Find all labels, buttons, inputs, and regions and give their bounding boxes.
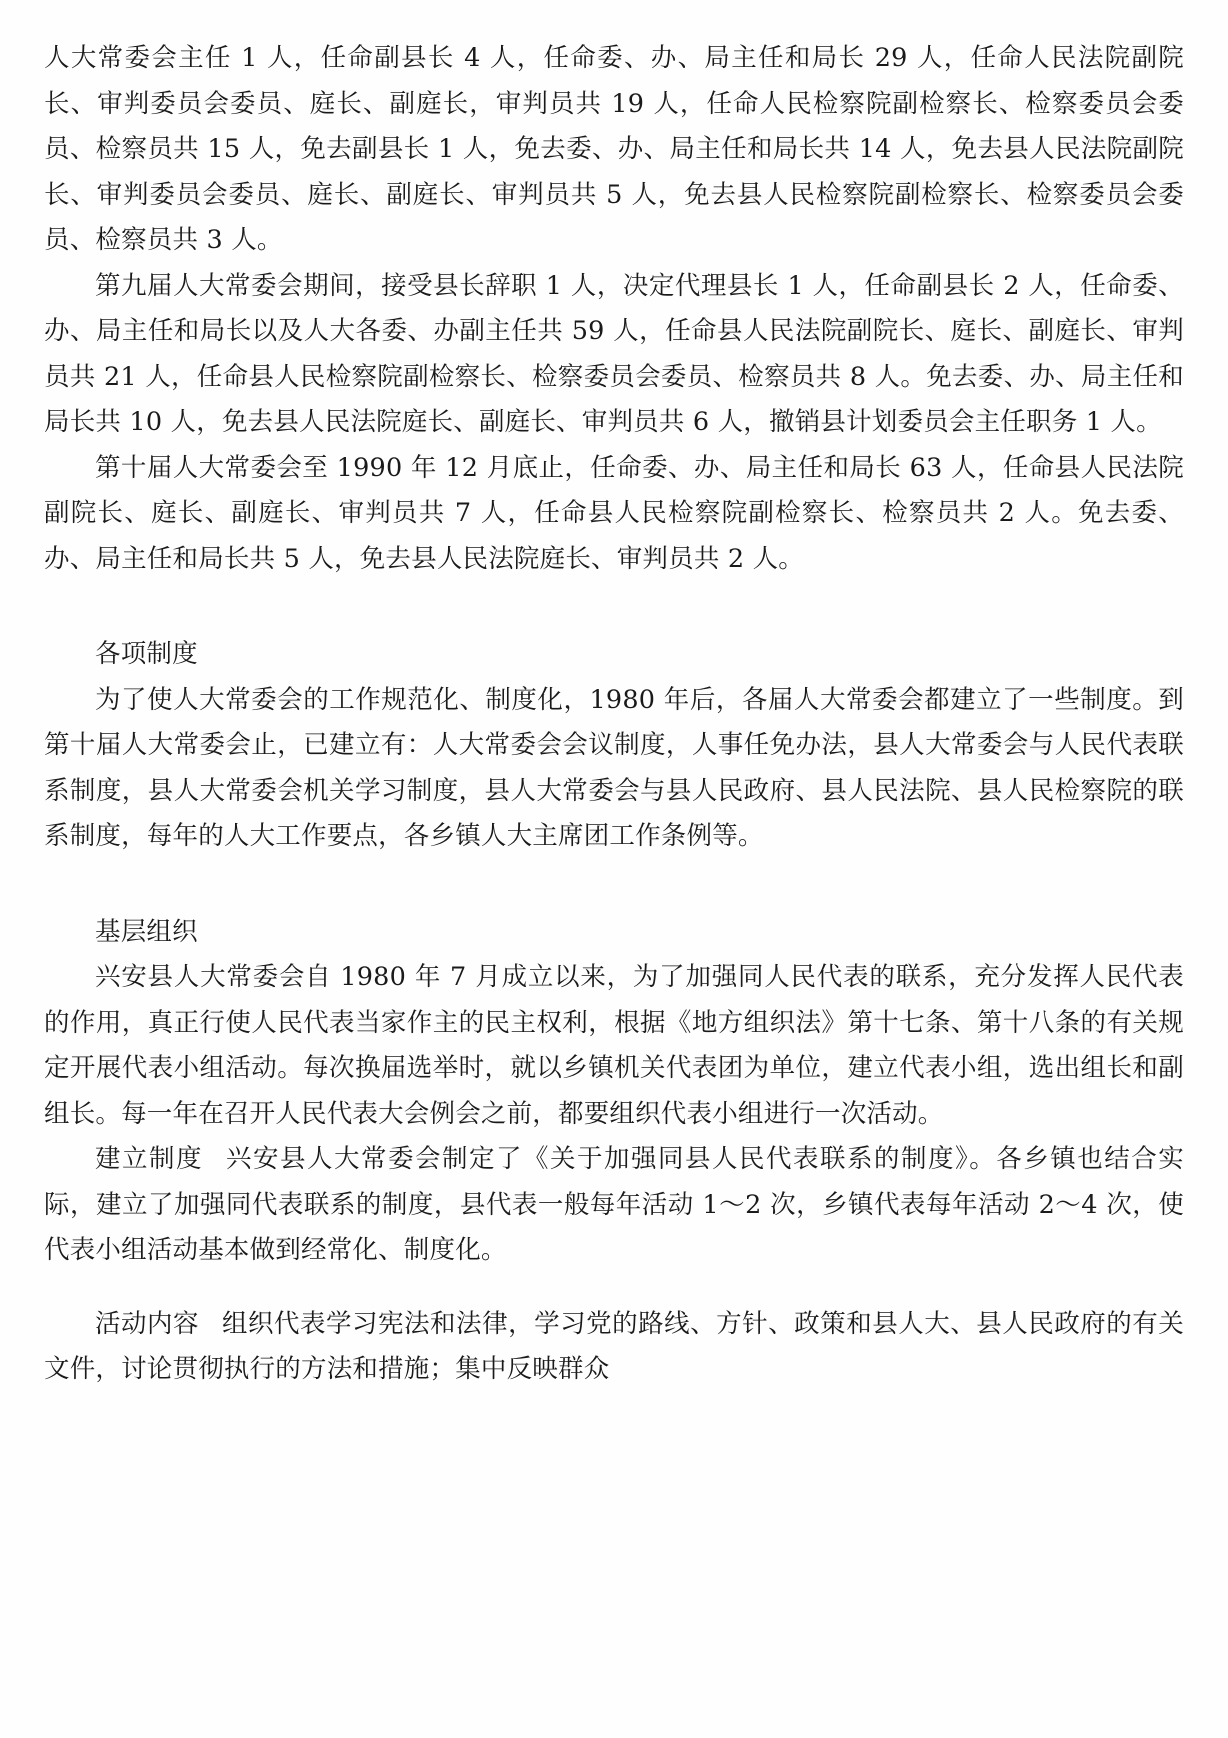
run-in-label-establish-system: 建立制度 <box>95 1144 204 1174</box>
paragraph-systems-body: 为了使人大常委会的工作规范化、制度化，1980 年后，各届人大常委会都建立了一些制度。到第十届人大常委会止，已建立有：人大常委会会议制度，人事任免办法，县人大常委会与人民代表联系制度，县人大常委会机关学习制度，县人大常委会与县人民政府、县人民法院、县人民检察院的联系制度，每年的人大工作要点，各乡镇人大主席团工作条例等。 <box>44 684 1184 851</box>
paragraph-tenth-term-summary: 第十届人大常委会至 1990 年 12 月底止，任命委、办、局主任和局长 63 人，任命县人民法院副院长、庭长、副庭长、审判员共 7 人，任命县人民检察院副检察长、检察员共 2 人。免去委、办、局主任和局长共 5 人，免去县人民法院庭长、审判员共 2 人。 <box>44 452 1184 574</box>
section-spacer <box>44 582 1184 632</box>
paragraph-grassroots-body: 兴安县人大常委会自 1980 年 7 月成立以来，为了加强同人民代表的联系，充分发挥人民代表的作用，真正行使人民代表当家作主的民主权利，根据《地方组织法》第十七条、第十八条的有关规定开展代表小组活动。每次换届选举时，就以乡镇机关代表团为单位，建立代表小组，选出组长和副组长。每一年在召开人民代表大会例会之前，都要组织代表小组进行一次活动。 <box>44 962 1184 1129</box>
section-heading-grassroots-organization: 基层组织 <box>95 916 198 947</box>
paragraph-spacer <box>44 1274 1184 1302</box>
paragraph-establish-system <box>44 1137 1184 1274</box>
paragraph-activity-content <box>44 1302 1184 1393</box>
paragraph-ninth-committee-appointments-continued: 人大常委会主任 1 人，任命副县长 4 人，任命委、办、局主任和局长 29 人，任命人民法院副院长、审判委员会委员、庭长、副庭长，审判员共 19 人，任命人民检察院副检察长、检察委员会委员、检察员共 15 人，免去副县长 1 人，免去委、办、局主任和局长共 14 人，免去县人民法院副院长、审判委员会委员、庭长、副庭长、审判员共 5 人，免去县人民检察院副检察长、检察委员会委员、检察员共 3 人。 <box>44 43 1184 255</box>
paragraph-ninth-term-summary: 第九届人大常委会期间，接受县长辞职 1 人，决定代理县长 1 人，任命副县长 2 人，任命委、办、局主任和局长以及人大各委、办副主任共 59 人，任命县人民法院副院长、庭长、副庭长、审判员共 21 人，任命县人民检察院副检察长、检察委员会委员、检察员共 8 人。免去委、办、局主任和局长共 10 人，免去县人民法院庭长、副庭长、审判员共 6 人，撤销县计划委员会主任职务 1 人。 <box>44 270 1184 437</box>
document-body <box>44 36 1184 1393</box>
run-in-label-activity-content: 活动内容 <box>95 1308 200 1339</box>
paragraph-establish-system-text: 兴安县人大常委会制定了《关于加强同县人民代表联系的制度》。各乡镇也结合实际，建立了加强同代表联系的制度，县代表一般每年活动 1～2 次，乡镇代表每年活动 2～4 次，使代表小组活动基本做到经常化、制度化。 <box>44 1144 1184 1265</box>
section-spacer <box>44 860 1184 910</box>
paragraph-activity-content-text: 组织代表学习宪法和法律，学习党的路线、方针、政策和县人大、县人民政府的有关文件，讨论贯彻执行的方法和措施；集中反映群众 <box>44 1308 1184 1384</box>
section-heading-systems: 各项制度 <box>95 639 198 669</box>
